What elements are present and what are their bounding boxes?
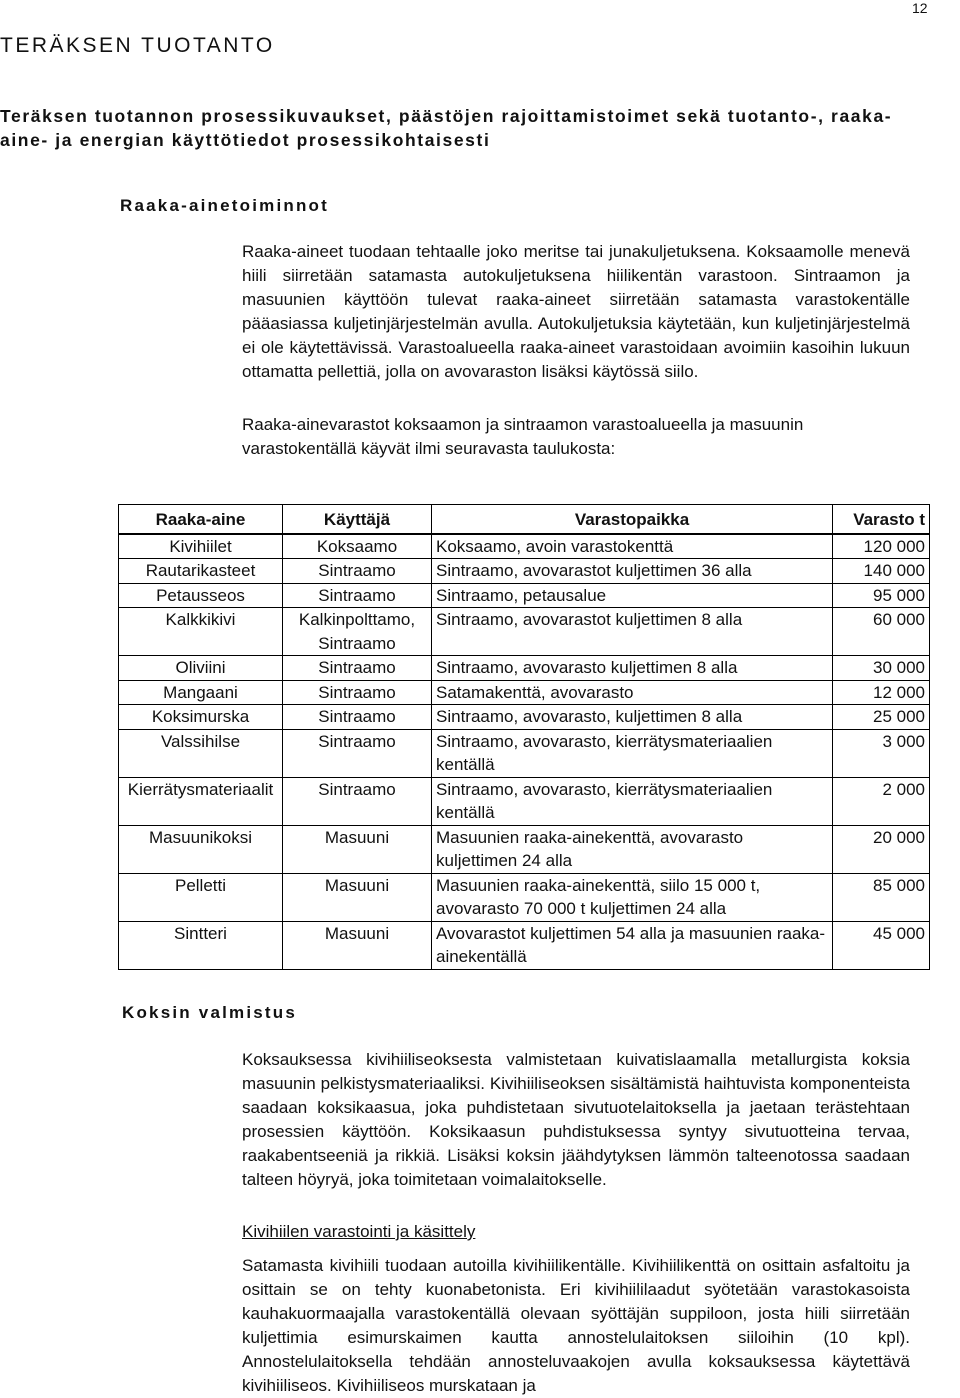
cell-material: Oliviini — [119, 656, 283, 681]
cell-user: Sintraamo — [283, 777, 432, 825]
table-row — [119, 873, 930, 921]
cell-user: Masuuni — [283, 873, 432, 921]
header-location: Varastopaikka — [432, 505, 833, 534]
page-number: 12 — [912, 0, 928, 16]
cell-amount: 120 000 — [833, 534, 930, 559]
raw-materials-paragraph-1: Raaka-aineet tuodaan tehtaalle joko meritse tai junakuljetuksena. Koksaamolle menevä hiili siirretään satamasta autokuljetuksena hiilikentän varastoon. Sintraamon ja masuunien käyttöön tulevat raaka-aineet siirretään satamasta varastokentälle pääasiassa kuljetinjärjestelmän avulla. Autokuljetuksia käytetään, kun kuljetinjärjestelmä ei ole käytettävissä. Varastoalueella raaka-aineet varastoidaan avoimiin kasoihin lukuun ottamatta pellettiä, jolla on avovaraston lisäksi käytössä siilo. — [242, 242, 910, 381]
cell-amount: 12 000 — [833, 680, 930, 705]
table-row — [119, 705, 930, 730]
cell-material: Petausseos — [119, 583, 283, 608]
table-row — [119, 777, 930, 825]
cell-user: Sintraamo — [283, 583, 432, 608]
cell-user: Sintraamo — [283, 705, 432, 730]
cell-amount: 140 000 — [833, 559, 930, 584]
cell-location: Avovarastot kuljettimen 54 alla ja masuunien raaka-ainekentällä — [432, 921, 833, 969]
cell-material: Sintteri — [119, 921, 283, 969]
cell-location: Sintraamo, petausalue — [432, 583, 833, 608]
cell-location: Sintraamo, avovarasto, kierrätysmateriaalien kentällä — [432, 777, 833, 825]
section-title-coke: Koksin valmistus — [122, 1003, 298, 1022]
raw-material-storage-table — [118, 504, 930, 970]
cell-location: Masuunien raaka-ainekenttä, siilo 15 000 t, avovarasto 70 000 t kuljettimen 24 alla — [432, 873, 833, 921]
coal-storage-subheading: Kivihiilen varastointi ja käsittely — [242, 1222, 476, 1241]
cell-material: Valssihilse — [119, 729, 283, 777]
cell-user: Sintraamo — [283, 656, 432, 681]
table-row — [119, 583, 930, 608]
table-row — [119, 825, 930, 873]
cell-amount: 2 000 — [833, 777, 930, 825]
cell-material: Mangaani — [119, 680, 283, 705]
table-header-row — [119, 505, 930, 534]
coal-storage-paragraph: Satamasta kivihiili tuodaan autoilla kivihiilikentälle. Kivihiilikenttä on osittain asfaltoitu ja osittain se on tehty kuonabetonista. Eri kivihiililaadut syötetään varastokasoista kauhakuormaajalla varastokentällä olevaan syöttäjän suppiloon, josta hiili siirretään kuljettimia esimurskaimen kautta annostelulaitoksen siiloihin (10 kpl). Annostelulaitoksella tehdään annosteluvaakojen avulla koksauksessa käytettävä kivihiiliseos. Kivihiiliseos murskataan ja — [242, 1256, 910, 1395]
cell-location: Sintraamo, avovarasto, kuljettimen 8 alla — [432, 705, 833, 730]
cell-location: Sintraamo, avovarastot kuljettimen 8 alla — [432, 608, 833, 656]
header-user: Käyttäjä — [283, 505, 432, 534]
cell-location: Sintraamo, avovarasto, kierrätysmateriaalien kentällä — [432, 729, 833, 777]
cell-amount: 95 000 — [833, 583, 930, 608]
cell-material: Pelletti — [119, 873, 283, 921]
table-row — [119, 729, 930, 777]
cell-user: Masuuni — [283, 921, 432, 969]
cell-location: Koksaamo, avoin varastokenttä — [432, 534, 833, 559]
cell-amount: 20 000 — [833, 825, 930, 873]
raw-materials-paragraph-2: Raaka-ainevarastot koksaamon ja sintraamon varastoalueella ja masuunin varastokentällä käyvät ilmi seuravasta taulukosta: — [242, 415, 804, 458]
sub-heading: Teräksen tuotannon prosessikuvaukset, päästöjen rajoittamistoimet sekä tuotanto-, raaka-aine- ja energian käyttötiedot prosessikohtaisesti — [0, 106, 893, 150]
section-title-raw-materials: Raaka-ainetoiminnot — [120, 196, 329, 215]
table-row — [119, 680, 930, 705]
cell-material: Kivihiilet — [119, 534, 283, 559]
cell-material: Kierrätysmateriaalit — [119, 777, 283, 825]
cell-material: Kalkkikivi — [119, 608, 283, 656]
cell-location: Masuunien raaka-ainekenttä, avovarasto kuljettimen 24 alla — [432, 825, 833, 873]
cell-amount: 85 000 — [833, 873, 930, 921]
table-row — [119, 534, 930, 559]
cell-material: Masuunikoksi — [119, 825, 283, 873]
cell-material: Koksimurska — [119, 705, 283, 730]
cell-material: Rautarikasteet — [119, 559, 283, 584]
header-amount: Varasto t — [833, 505, 930, 534]
main-heading: TERÄKSEN TUOTANTO — [0, 34, 275, 57]
cell-location: Sintraamo, avovarasto kuljettimen 8 alla — [432, 656, 833, 681]
table-row — [119, 921, 930, 969]
cell-amount: 60 000 — [833, 608, 930, 656]
cell-user: Kalkinpolttamo, Sintraamo — [283, 608, 432, 656]
cell-user: Masuuni — [283, 825, 432, 873]
cell-location: Sintraamo, avovarastot kuljettimen 36 alla — [432, 559, 833, 584]
header-material: Raaka-aine — [119, 505, 283, 534]
cell-user: Sintraamo — [283, 680, 432, 705]
table-row — [119, 656, 930, 681]
table-row — [119, 559, 930, 584]
table-row — [119, 608, 930, 656]
cell-user: Sintraamo — [283, 729, 432, 777]
coke-paragraph: Koksauksessa kivihiiliseoksesta valmistetaan kuivatislaamalla metallurgista koksia masuunin pelkistysmateriaaliksi. Kivihiiliseoksen sisältämistä haihtuvista komponenteista saadaan koksikaasua, joka puhdistetaan sivutuotelaitoksella ja jaetaan terästehtaan prosessien käyttöön. Koksikaasun puhdistuksessa syntyy sivutuotteina tervaa, raakabentseeniä ja rikkiä. Lisäksi koksin jäähdytyksen lämmön talteenotossa saadaan talteen höyryä, joka toimitetaan voimalaitokselle. — [242, 1050, 910, 1189]
cell-user: Sintraamo — [283, 559, 432, 584]
cell-location: Satamakenttä, avovarasto — [432, 680, 833, 705]
cell-amount: 25 000 — [833, 705, 930, 730]
cell-amount: 3 000 — [833, 729, 930, 777]
cell-user: Koksaamo — [283, 534, 432, 559]
cell-amount: 30 000 — [833, 656, 930, 681]
cell-amount: 45 000 — [833, 921, 930, 969]
